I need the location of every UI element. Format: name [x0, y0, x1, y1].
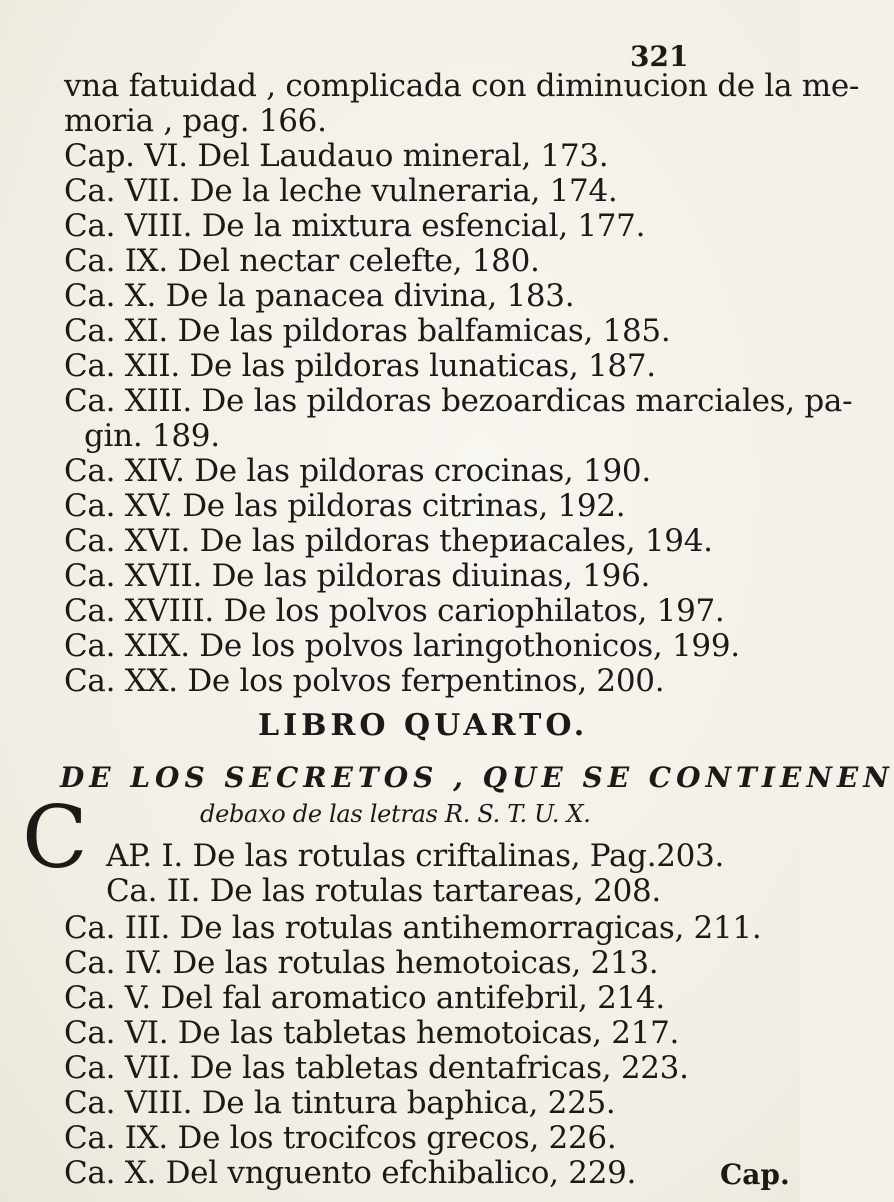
text-line: Ca. X. De la panacea divina, 183. — [64, 278, 575, 314]
libro-heading: LIBRO QUARTO. — [258, 708, 589, 743]
text-line: Ca. XX. De los polvos ferpentinos, 200. — [64, 663, 665, 699]
page-number: 321 — [630, 40, 689, 73]
drop-capital: C — [22, 788, 88, 888]
section-subtitle: debaxo de las letras R. S. T. U. X. — [200, 800, 591, 828]
text-line: Ca. XIX. De los polvos laringothonicos, 199. — [64, 628, 740, 664]
text-line: Ca. XIII. De las pildoras bezoardicas marciales, pa- — [64, 383, 853, 419]
text-line: moria , pag. 166. — [64, 103, 327, 139]
text-line: Ca. XVII. De las pildoras diuinas, 196. — [64, 558, 651, 594]
text-line: Ca. X. Del vnguento efchibalico, 229. — [64, 1155, 637, 1191]
text-line: Ca. VIII. De la tintura baphica, 225. — [64, 1085, 616, 1121]
text-line: vna fatuidad , complicada con diminucion de la me- — [64, 68, 860, 104]
text-line: Ca. IV. De las rotulas hemotoicas, 213. — [64, 945, 659, 981]
text-line: Ca. XIV. De las pildoras crocinas, 190. — [64, 453, 651, 489]
text-line: Ca. IX. Del nectar celefte, 180. — [64, 243, 540, 279]
text-line: Ca. VIII. De la mixtura esfencial, 177. — [64, 208, 646, 244]
text-line: Ca. XV. De las pildoras citrinas, 192. — [64, 488, 626, 524]
text-line: AP. I. De las rotulas criftalinas, Pag.203. — [106, 838, 725, 874]
section-heading: DE LOS SECRETOS , QUE SE CONTIENEN — [60, 761, 894, 794]
text-line: Ca. XI. De las pildoras balfamicas, 185. — [64, 313, 671, 349]
text-line: Ca. III. De las rotulas antihemorragicas, 211. — [64, 910, 762, 946]
text-line: Ca. VI. De las tabletas hemotoicas, 217. — [64, 1015, 680, 1051]
text-line: Ca. XII. De las pildoras lunaticas, 187. — [64, 348, 656, 384]
text-line: Cap. VI. Del Laudauo mineral, 173. — [64, 138, 609, 174]
text-line: gin. 189. — [84, 418, 220, 454]
text-line: Ca. XVI. De las pildoras thериacales, 194. — [64, 523, 713, 559]
text-line: Ca. VII. De las tabletas dentafricas, 223. — [64, 1050, 689, 1086]
catchword: Cap. — [720, 1158, 790, 1191]
text-line: Ca. XVIII. De los polvos cariophilatos, 197. — [64, 593, 725, 629]
text-line: Ca. V. Del fal aromatico antifebril, 214. — [64, 980, 665, 1016]
text-line: Ca. VII. De la leche vulneraria, 174. — [64, 173, 618, 209]
text-line: Ca. IX. De los trocifcos grecos, 226. — [64, 1120, 617, 1156]
text-line: Ca. II. De las rotulas tartareas, 208. — [106, 873, 661, 909]
